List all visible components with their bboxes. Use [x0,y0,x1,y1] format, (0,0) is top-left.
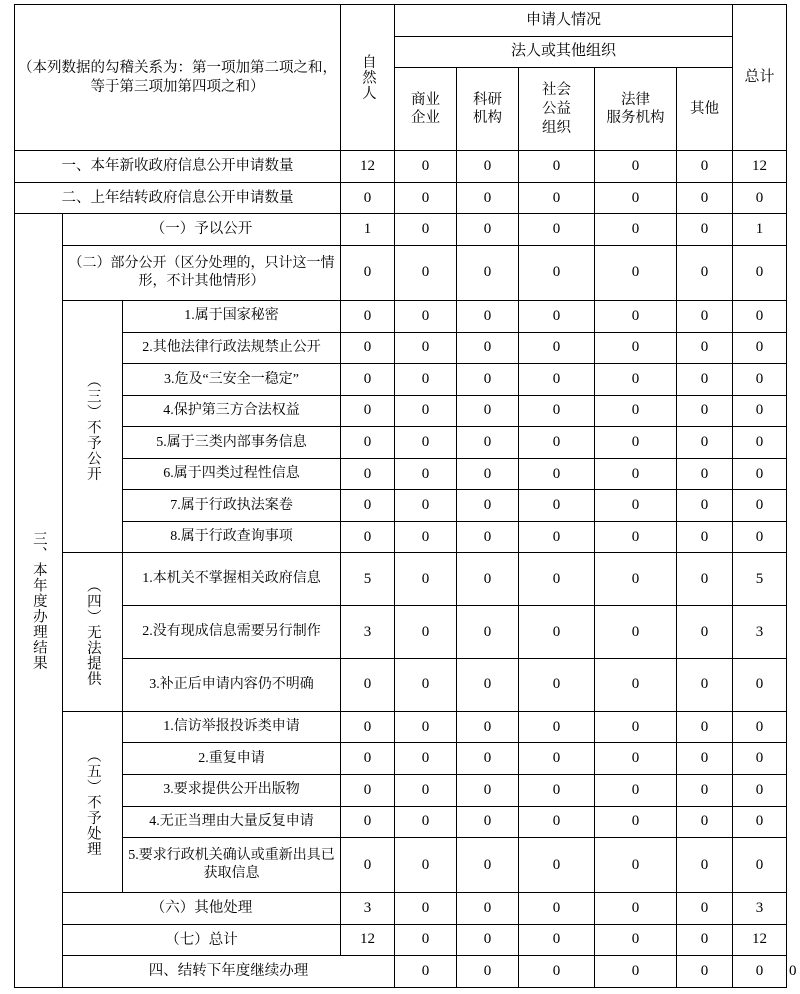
table-row [15,182,787,214]
cell-value: 0 [677,553,733,606]
cell-value: 0 [457,743,519,775]
cell-value: 0 [341,458,395,490]
cell-value: 0 [519,838,595,893]
cell-value: 0 [677,364,733,396]
cell-value: 0 [733,332,787,364]
cell-value: 0 [519,743,595,775]
cell-value: 0 [457,806,519,838]
cell-value: 0 [341,301,395,333]
cell-value: 0 [395,332,457,364]
cell-value: 12 [341,151,395,183]
cell-value: 0 [677,246,733,301]
cell-value: 0 [457,521,519,553]
cell-value: 0 [677,301,733,333]
group-label-not-processed: （五）不予处理 [63,711,123,892]
note-cell: （本列数据的勾稽关系为：第一项加第二项之和，等于第三项加第四项之和） [15,5,341,151]
table-row [15,711,787,743]
cell-value: 0 [395,458,457,490]
table-row [15,395,787,427]
cell-value: 0 [395,151,457,183]
header-col-other: 其他 [677,68,733,151]
cell-value: 12 [733,151,787,183]
cell-value: 0 [595,395,677,427]
cell-value: 0 [519,774,595,806]
cell-value: 0 [519,659,595,712]
table-row [15,332,787,364]
cell-value: 0 [677,659,733,712]
row-label: 1.信访举报投诉类申请 [123,711,341,743]
cell-value: 0 [457,606,519,659]
group-label-other-handling: （六）其他处理 [63,893,341,925]
table-row [15,553,787,606]
cell-value: 0 [457,246,519,301]
cell-value: 0 [733,659,787,712]
cell-value: 12 [341,924,395,956]
header-col-research: 科研 机构 [457,68,519,151]
cell-value: 0 [457,553,519,606]
group-label-disclose: （一）予以公开 [63,214,341,246]
row-label-section-three: 三、本年度办理结果 [15,214,63,988]
cell-value: 0 [341,774,395,806]
cell-value: 0 [395,806,457,838]
table-row: 四、结转下年度继续办理 0 0 0 0 0 0 0 [15,956,787,988]
cell-value: 0 [677,151,733,183]
cell-value: 0 [677,214,733,246]
cell-value: 1 [341,214,395,246]
cell-value: 0 [595,332,677,364]
cell-value: 0 [733,521,787,553]
table-row [15,521,787,553]
cell-value: 0 [341,490,395,522]
cell-value: 0 [677,521,733,553]
cell-value: 0 [595,427,677,459]
cell-value: 5 [733,553,787,606]
cell-value: 12 [733,924,787,956]
table-row [15,490,787,522]
cell-value: 0 [677,838,733,893]
cell-value: 0 [519,521,595,553]
table-row [15,214,787,246]
cell-value: 0 [733,806,787,838]
cell-value: 0 [395,924,457,956]
cell-value: 0 [395,893,457,925]
cell-value: 0 [341,395,395,427]
cell-value: 3 [733,893,787,925]
table-row [15,659,787,712]
cell-value: 0 [733,490,787,522]
cell-value: 0 [519,490,595,522]
cell-value: 0 [341,743,395,775]
cell-value: 0 [457,893,519,925]
cell-value: 0 [595,182,677,214]
cell-value: 0 [595,151,677,183]
cell-value: 0 [733,956,787,988]
group-label-partial-disclose: （二）部分公开（区分处理的，只计这一情形，不计其他情形） [63,246,341,301]
cell-value: 0 [595,893,677,925]
cell-value: 0 [395,956,457,988]
cell-value: 0 [395,395,457,427]
group-label-unable-provide: （四）无法提供 [63,553,123,711]
cell-value: 0 [519,806,595,838]
row-label: 5.要求行政机关确认或重新出具已获取信息 [123,838,341,893]
government-info-disclosure-table [14,4,797,988]
row-label: 5.属于三类内部事务信息 [123,427,341,459]
cell-value: 0 [519,151,595,183]
row-label: 3.补正后申请内容仍不明确 [123,659,341,712]
cell-value: 0 [677,956,733,988]
cell-value: 0 [595,521,677,553]
row-label: 6.属于四类过程性信息 [123,458,341,490]
cell-value: 0 [341,711,395,743]
cell-value: 0 [677,743,733,775]
table-row [15,246,787,301]
cell-value: 0 [457,490,519,522]
cell-value: 0 [733,774,787,806]
cell-value: 0 [395,182,457,214]
row-label: 3.要求提供公开出版物 [123,774,341,806]
cell-value: 0 [595,490,677,522]
table-row [15,458,787,490]
cell-value: 0 [595,711,677,743]
table-row [15,301,787,333]
cell-value: 0 [595,364,677,396]
cell-value: 0 [395,301,457,333]
cell-value: 0 [519,246,595,301]
cell-value: 0 [395,521,457,553]
cell-value: 0 [457,711,519,743]
cell-value: 0 [457,956,519,988]
cell-value: 0 [677,490,733,522]
cell-value: 0 [677,924,733,956]
cell-value: 0 [595,458,677,490]
header-applicant-situation: 申请人情况 [395,5,733,37]
cell-value: 0 [595,956,677,988]
cell-value: 0 [595,301,677,333]
cell-value: 0 [341,332,395,364]
cell-value: 0 [457,301,519,333]
cell-value: 0 [519,214,595,246]
cell-value: 0 [519,301,595,333]
cell-value: 0 [395,711,457,743]
header-row-1 [15,5,787,37]
table-row [15,774,787,806]
row-label: 一、本年新收政府信息公开申请数量 [15,151,341,183]
cell-value: 0 [457,151,519,183]
cell-value: 0 [519,606,595,659]
cell-value: 0 [395,214,457,246]
cell-value: 0 [733,182,787,214]
cell-value: 0 [677,711,733,743]
cell-value: 0 [395,427,457,459]
cell-value: 0 [457,659,519,712]
row-label: 1.属于国家秘密 [123,301,341,333]
cell-value: 0 [595,806,677,838]
cell-value: 0 [395,659,457,712]
cell-value: 0 [677,458,733,490]
cell-value: 5 [341,553,395,606]
cell-value: 0 [595,246,677,301]
cell-value: 0 [733,838,787,893]
cell-value: 0 [733,743,787,775]
cell-value: 0 [677,774,733,806]
cell-value: 0 [595,743,677,775]
cell-value: 0 [733,364,787,396]
group-label-subtotal: （七）总计 [63,924,341,956]
cell-value: 0 [677,182,733,214]
cell-value: 0 [677,806,733,838]
header-natural-person: 自然人 [341,5,395,151]
cell-value: 0 [395,743,457,775]
cell-value: 0 [341,182,395,214]
cell-value: 0 [341,427,395,459]
row-label: 2.其他法律行政法规禁止公开 [123,332,341,364]
table-row [15,606,787,659]
cell-value: 0 [395,838,457,893]
table-row [15,924,787,956]
cell-value: 0 [677,427,733,459]
cell-value: 0 [519,427,595,459]
cell-value: 0 [395,606,457,659]
cell-value: 3 [733,606,787,659]
row-label: 7.属于行政执法案卷 [123,490,341,522]
cell-value: 0 [457,838,519,893]
cell-value: 0 [733,246,787,301]
cell-value: 0 [677,395,733,427]
cell-value: 1 [733,214,787,246]
cell-value: 0 [457,427,519,459]
cell-value: 0 [595,214,677,246]
cell-value: 0 [733,458,787,490]
cell-value: 0 [677,893,733,925]
cell-value: 0 [733,301,787,333]
header-legal-or-other: 法人或其他组织 [395,36,733,68]
cell-value: 0 [519,182,595,214]
cell-value: 0 [595,838,677,893]
row-label: 1.本机关不掌握相关政府信息 [123,553,341,606]
cell-value: 0 [457,924,519,956]
cell-value: 0 [457,364,519,396]
row-label: 二、上年结转政府信息公开申请数量 [15,182,341,214]
row-label: 四、结转下年度继续办理 [63,956,395,988]
table-row [15,364,787,396]
group-label-no-disclose: （三）不予公开 [63,301,123,553]
cell-value: 0 [519,458,595,490]
table-row [15,838,787,893]
cell-value: 0 [341,364,395,396]
cell-value: 0 [457,458,519,490]
cell-value: 0 [595,659,677,712]
cell-value: 0 [677,332,733,364]
cell-value: 0 [733,427,787,459]
header-total: 总计 [733,5,787,151]
cell-value: 0 [677,606,733,659]
cell-value: 0 [457,214,519,246]
cell-value: 0 [595,774,677,806]
cell-value: 0 [595,606,677,659]
cell-value: 0 [457,774,519,806]
cell-value: 0 [733,711,787,743]
header-col-public-welfare: 社会 公益 组织 [519,68,595,151]
cell-value: 0 [395,553,457,606]
cell-value: 0 [519,395,595,427]
cell-value: 0 [395,246,457,301]
row-label: 3.危及“三安全一稳定” [123,364,341,396]
row-label: 4.保护第三方合法权益 [123,395,341,427]
table-row [15,427,787,459]
table-row [15,893,787,925]
cell-value: 0 [519,364,595,396]
header-col-business: 商业 企业 [395,68,457,151]
cell-value: 0 [519,924,595,956]
cell-value: 0 [341,521,395,553]
table-row [15,806,787,838]
cell-value: 0 [519,553,595,606]
cell-value: 0 [733,395,787,427]
cell-value: 0 [341,838,395,893]
cell-value: 0 [519,711,595,743]
cell-value: 0 [595,924,677,956]
header-col-legal-service: 法律 服务机构 [595,68,677,151]
table-row [15,743,787,775]
cell-value: 0 [341,659,395,712]
cell-value: 0 [457,395,519,427]
row-label: 2.没有现成信息需要另行制作 [123,606,341,659]
cell-value: 0 [395,364,457,396]
cell-value: 0 [395,774,457,806]
cell-value: 3 [341,606,395,659]
row-label: 4.无正当理由大量反复申请 [123,806,341,838]
cell-value: 0 [341,806,395,838]
table-row [15,151,787,183]
row-label: 2.重复申请 [123,743,341,775]
cell-value: 3 [341,893,395,925]
cell-value: 0 [457,182,519,214]
cell-value: 0 [519,893,595,925]
cell-value: 0 [595,553,677,606]
cell-value: 0 [519,956,595,988]
cell-value: 0 [519,332,595,364]
cell-value: 0 [395,490,457,522]
cell-value: 0 [457,332,519,364]
cell-value: 0 [341,246,395,301]
row-label: 8.属于行政查询事项 [123,521,341,553]
